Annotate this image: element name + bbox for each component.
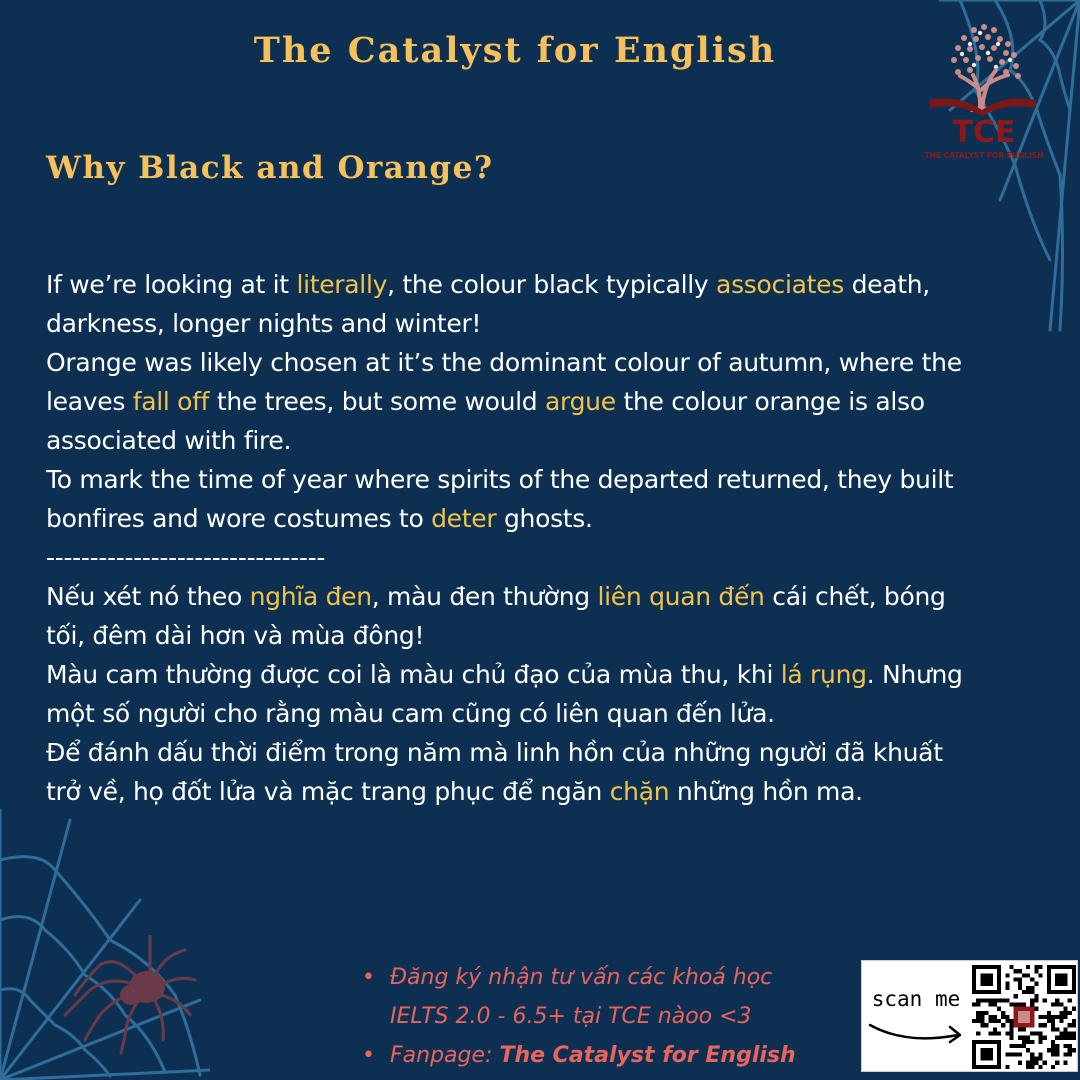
en-paragraph-1-line-2: darkness, longer nights and winter! — [46, 309, 482, 338]
spider-icon — [55, 935, 205, 1055]
vi-paragraph-1-line-1: Nếu xét nó theo nghĩa đen, màu đen thường liên quan đến cái chết, bóng — [46, 582, 946, 611]
highlight-associates: associates — [716, 270, 844, 299]
bullet-icon: • — [362, 965, 375, 990]
highlight-deter: deter — [431, 504, 497, 533]
logo-tagline: THE CATALYST FOR ENGLISH — [924, 151, 1044, 160]
arrow-right-icon — [866, 1019, 970, 1049]
vi-paragraph-3-line-1: Để đánh dấu thời điểm trong năm mà linh hồn của những người đã khuất — [46, 738, 943, 767]
en-paragraph-3-line-2: bonfires and wore costumes to deter ghosts. — [46, 504, 593, 533]
qr-card — [861, 960, 1078, 1072]
highlight-fall-off: fall off — [132, 387, 210, 416]
en-paragraph-2-line-3: associated with fire. — [46, 426, 292, 455]
highlight-nghia-den: nghĩa đen — [249, 582, 372, 611]
vi-paragraph-1-line-2: tối, đêm dài hơn và mùa đông! — [46, 621, 425, 650]
footer-consult-line: • Đăng ký nhận tư vấn các khoá học — [362, 958, 822, 997]
vi-paragraph-2-line-1: Màu cam thường được coi là màu chủ đạo của mùa thu, khi lá rụng. Nhưng — [46, 660, 963, 689]
section-divider: -------------------------------- — [46, 543, 326, 572]
highlight-argue: argue — [545, 387, 616, 416]
footer-ielts-line: IELTS 2.0 - 6.5+ tại TCE nàoo <3 — [390, 1004, 752, 1029]
bullet-icon: • — [362, 1043, 375, 1068]
article-body — [46, 265, 1046, 811]
scan-me-label: scan me — [871, 987, 961, 1011]
en-paragraph-1-line-1: If we’re looking at it literally, the colour black typically associates death, — [46, 270, 930, 299]
tce-logo — [918, 20, 1050, 165]
en-paragraph-3-line-1: To mark the time of year where spirits of the departed returned, they built — [46, 465, 954, 494]
en-paragraph-2-line-2: leaves fall off the trees, but some would argue the colour orange is also — [46, 387, 925, 416]
logo-initials: TCE — [952, 115, 1016, 150]
header-title: The Catalyst for English — [253, 30, 777, 71]
vi-paragraph-3-line-2: trở về, họ đốt lửa và mặc trang phục để ngăn chặn những hồn ma. — [46, 777, 863, 806]
vi-paragraph-2-line-2: một số người cho rằng màu cam cũng có liên quan đến lửa. — [46, 699, 775, 728]
tree-logo-icon — [918, 20, 1050, 165]
qr-code-icon[interactable] — [972, 965, 1076, 1069]
highlight-chan: chặn — [609, 777, 670, 806]
fanpage-link[interactable]: The Catalyst for English — [499, 1043, 796, 1068]
highlight-lien-quan-den: liên quan đến — [597, 582, 765, 611]
highlight-literally: literally — [296, 270, 388, 299]
footer-info — [362, 958, 822, 1075]
footer-fanpage-line: • Fanpage: The Catalyst for English — [362, 1036, 822, 1075]
highlight-la-rung: lá rụng — [780, 660, 867, 689]
section-title: Why Black and Orange? — [46, 150, 494, 186]
en-paragraph-2-line-1: Orange was likely chosen at it’s the dominant colour of autumn, where the — [46, 348, 962, 377]
